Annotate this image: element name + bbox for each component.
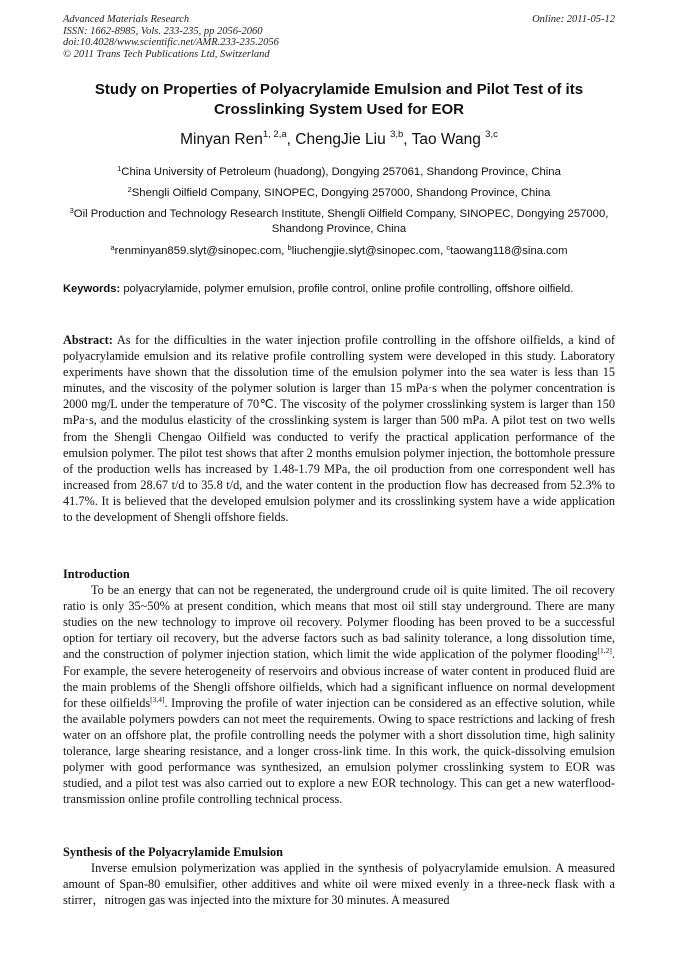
email-line	[63, 244, 615, 259]
email-separator: ,	[440, 245, 447, 257]
intro-text-1: To be an energy that can not be regenerated, the underground crude oil is quite limited. The oil recovery ratio is only 35~50% at present condition, which means that most oil still stay underground. There are many studies on the new technology to improve oil recovery. Polymer flooding has been proved to be a successful option for tertiary oil recovery, but the adverse factors such as bad salinity tolerance, a long dissolution time, and the construction of polymer injection station, which limit the wide application of the polymer flooding	[63, 583, 615, 662]
synthesis-paragraph: Inverse emulsion polymerization was applied in the synthesis of polyacrylamide emulsion. A measured amount of Span-80 emulsifier, other additives and white oil were mixed evenly in a three-neck flask with a stirrer，nitrogen gas was injected into the mixture for 30 minutes. A measured	[63, 861, 615, 908]
affiliation-3	[63, 207, 615, 237]
journal-header	[63, 14, 615, 60]
affiliations	[63, 165, 615, 265]
citation-ref: [1,2]	[597, 646, 612, 656]
email-separator: ,	[281, 245, 288, 257]
email-sup: a	[110, 243, 115, 252]
introduction-heading: Introduction	[63, 567, 130, 581]
author-affil-sup: 3,c	[485, 129, 498, 140]
introduction-section	[63, 566, 615, 807]
doi-line: doi:10.4028/www.scientific.net/AMR.233-235.2056	[63, 37, 279, 48]
citation-ref: [3,4]	[150, 694, 165, 704]
affiliation-2	[63, 186, 615, 201]
title-line-1: Study on Properties of Polyacrylamide Emulsion and Pilot Test of its	[94, 81, 584, 98]
email-address: taowang118@sina.com	[450, 245, 568, 257]
email-address: renminyan859.slyt@sinopec.com	[114, 245, 282, 257]
affil-text: China University of Petroleum (huadong), Dongying 257061, Shandong Province, China	[121, 166, 561, 178]
author-affil-sup: 1, 2,a	[262, 129, 287, 140]
email-sup: b	[287, 243, 292, 252]
author-name: ChengJie Liu	[295, 131, 386, 148]
introduction-paragraph	[63, 582, 615, 807]
abstract-label: Abstract:	[63, 333, 113, 347]
online-date: Online: 2011-05-12	[532, 14, 615, 25]
affil-sup: 2	[127, 185, 132, 194]
journal-name: Advanced Materials Research	[63, 14, 190, 25]
email-address: liuchengjie.slyt@sinopec.com	[291, 245, 441, 257]
abstract	[63, 332, 615, 525]
author-list	[63, 129, 615, 151]
keywords	[63, 282, 615, 297]
author-separator: ,	[403, 131, 412, 148]
abstract-text: As for the difficulties in the water injection profile controlling in the offshore oilfields, a kind of polyacrylamide emulsion and its relative profile controlling system were developed in this study. Laboratory experiments have shown that the dissolution time of the emulsion polymer into the sea water is less than 15 minutes, and the viscosity of the polymer solution is larger than 15 mPa·s when the polymer concentration is 2000 mg/L under the temperature of 70℃. The viscosity of the polymer crosslinking system is larger than 150 mPa·s, and the modulus elasticity of the crosslinking system is larger than 500 mPa. A pilot test on two wells from the Shengli Chengao Oilfield was conducted to verify the practical application performance of the emulsion polymer. The pilot test shows that after 2 months emulsion polymer injection, the bottomhole pressure of the production wells has increased by 1.48-1.79 MPa, the oil production from one correspondent well has increased from 28.67 t/d to 35.8 t/d, and the water content in the production flow has decreased from 52.3% to 41.7%. It is believed that the developed emulsion polymer and its crosslinking system have a wide application to the development of Shengli offshore fields.	[63, 333, 616, 525]
keywords-label: Keywords:	[63, 283, 121, 295]
copyright-line: © 2011 Trans Tech Publications Ltd, Switzerland	[63, 48, 270, 60]
affil-sup: 3	[69, 206, 74, 215]
affiliation-1	[63, 165, 615, 180]
author-separator: ,	[286, 131, 296, 148]
paper-title	[63, 80, 615, 120]
intro-text-2: . For example, the severe heterogeneity of reservoirs and obvious increase of water content in produced fluid are the main problems of the Shengli offshore oilfields, which had a significant influence on normal development for these oilfields	[63, 647, 615, 710]
affil-sup: 1	[117, 164, 122, 173]
author-name: Tao Wang	[411, 131, 481, 148]
affil-text: Oil Production and Technology Research Institute, Shengli Oilfield Company, SINOPEC, Dongying 257000, Shandong Province, China	[73, 208, 609, 235]
author-affil-sup: 3,b	[390, 129, 404, 140]
title-line-2: Crosslinking System Used for EOR	[213, 101, 465, 118]
synthesis-heading: Synthesis of the Polyacrylamide Emulsion	[63, 845, 283, 859]
intro-text-3: . Improving the profile of water injection can be considered as an effective solution, while the available polymers powders can not meet the requirements. Owing to space restrictions and lacking of fresh water on an offshore plat, the profile controlling needs the polymer with a short dissolution time, high salinity tolerance, large shearing resistance, and a longer cross-link time. In this work, the quick-dissolving emulsion polymer with good performance was synthesized, an emulsion polymer crosslinking system to EOR was studied, and a pilot test was also carried out to explore a new EOR technology. This can get a new waterflood-transmission online profile controlling technical process.	[63, 695, 615, 807]
synthesis-section	[63, 844, 615, 908]
author-name: Minyan Ren	[180, 131, 263, 148]
issn-line: ISSN: 1662-8985, Vols. 233-235, pp 2056-2060	[63, 25, 263, 37]
affil-text: Shengli Oilfield Company, SINOPEC, Dongying 257000, Shandong Province, China	[131, 187, 551, 199]
email-sup: c	[446, 243, 451, 252]
keywords-text: polyacrylamide, polymer emulsion, profile control, online profile controlling, offshore oilfield.	[123, 283, 574, 295]
